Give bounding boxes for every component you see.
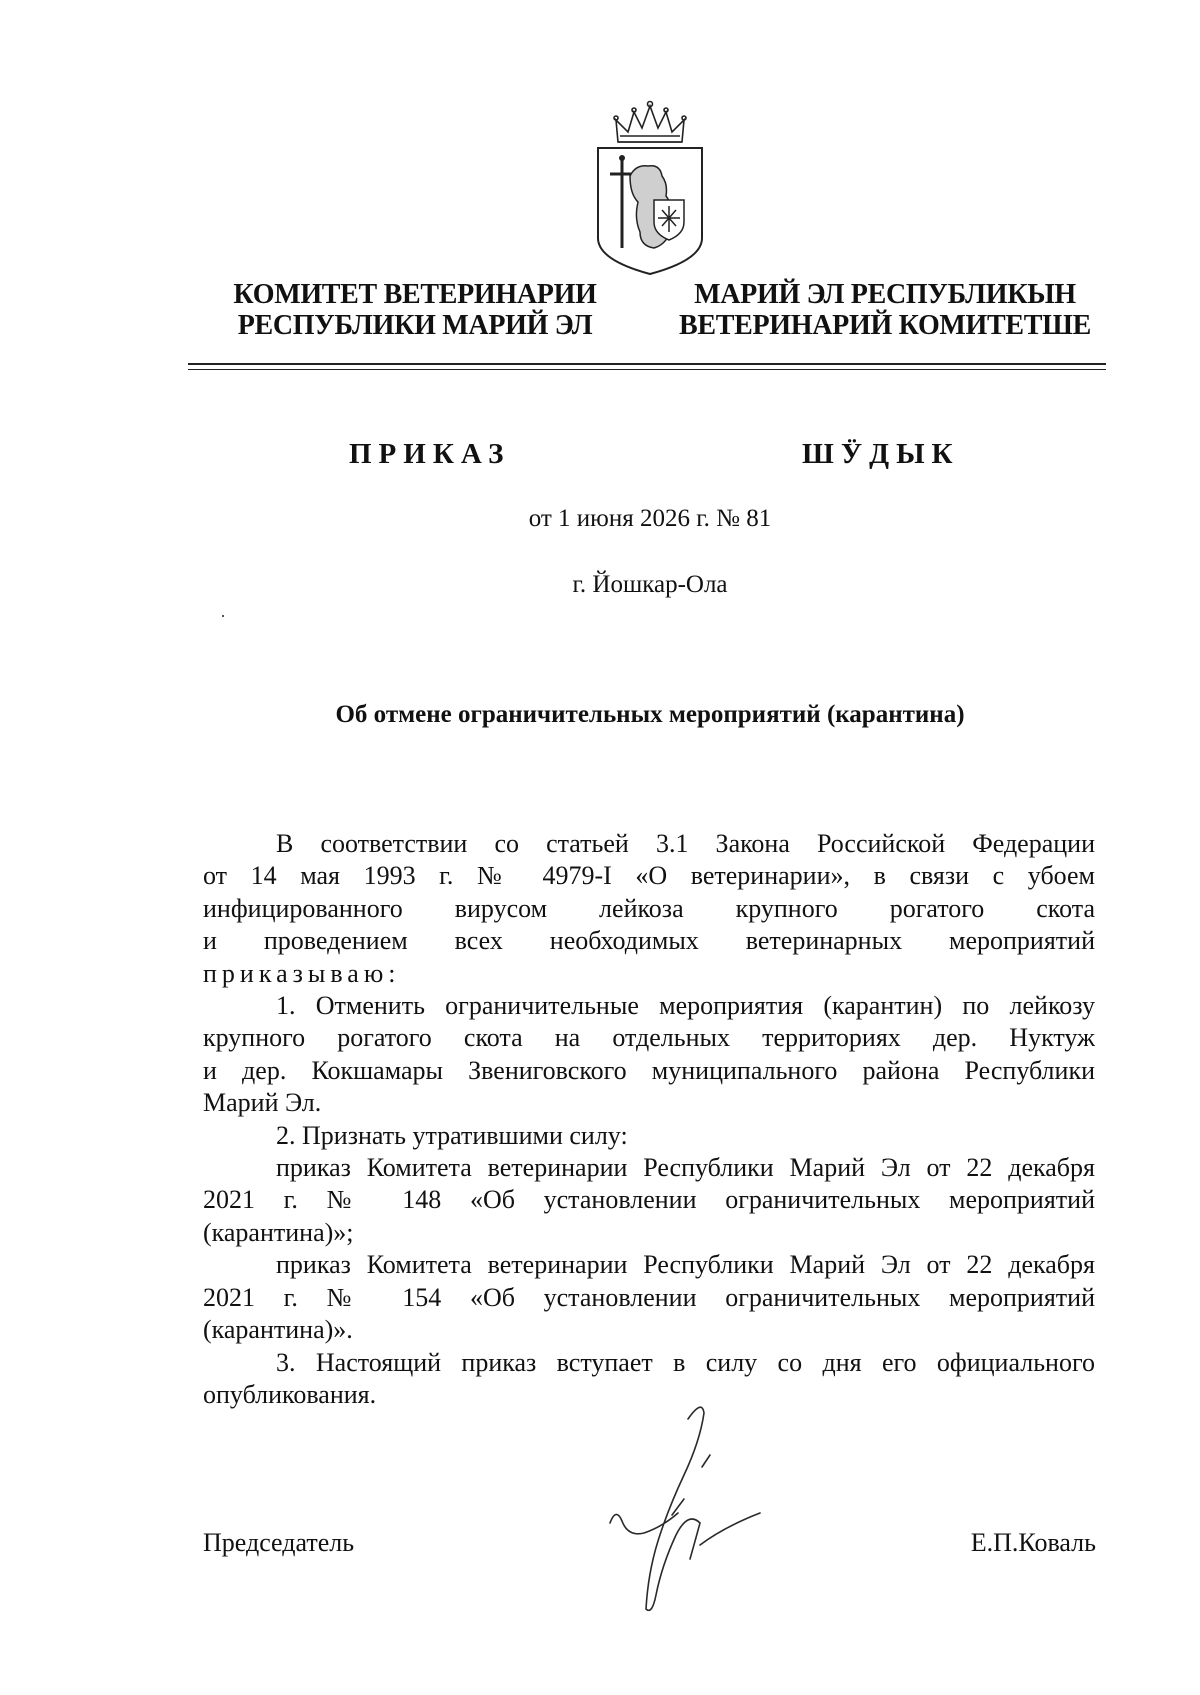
- org-left-line-2: РЕСПУБЛИКИ МАРИЙ ЭЛ: [237, 310, 593, 341]
- organization-name-russian: [205, 279, 625, 341]
- handwritten-signature: [592, 1395, 772, 1630]
- body-line: Марий Эл.: [203, 1088, 322, 1118]
- header-divider-thick: [188, 363, 1106, 365]
- signatory-name: Е.П.Коваль: [970, 1528, 1096, 1557]
- document-type-russian: ПРИКАЗ: [349, 438, 511, 470]
- document-body: [203, 828, 1095, 1411]
- body-line: и проведением всех необходимых ветеринарных мероприятий: [203, 926, 1095, 956]
- body-line: опубликования.: [203, 1379, 377, 1409]
- document-type-mari: ШӰДЫК: [802, 438, 960, 470]
- body-line: 3. Настоящий приказ вступает в силу со дня его официального: [276, 1347, 1095, 1377]
- document-date-number: от 1 июня 2026 г. № 81: [528, 505, 772, 532]
- signatory-role: Председатель: [203, 1528, 355, 1557]
- body-line: приказ Комитета ветеринарии Республики Марий Эл от 22 декабря: [276, 1153, 1095, 1183]
- org-right-line-1: МАРИЙ ЭЛ РЕСПУБЛИКЫН: [694, 279, 1076, 310]
- body-line: В соответствии со статьей 3.1 Закона Российской Федерации: [276, 829, 1095, 858]
- body-line: приказ Комитета ветеринарии Республики Марий Эл от 22 декабря: [276, 1250, 1095, 1280]
- organization-name-mari: [655, 279, 1115, 341]
- scan-speck: [222, 615, 224, 617]
- document-title: Об отмене ограничительных мероприятий (карантина): [335, 701, 965, 728]
- body-line: 1. Отменить ограничительные мероприятия (карантин) по лейкозу: [276, 991, 1095, 1021]
- org-left-line-1: КОМИТЕТ ВЕТЕРИНАРИИ: [233, 279, 597, 310]
- coat-of-arms-icon: [588, 98, 712, 276]
- header-divider-thin: [188, 369, 1106, 370]
- document-city: г. Йошкар-Ола: [572, 571, 728, 598]
- body-line: 2021 г. № 154 «Об установлении ограничительных мероприятий: [203, 1282, 1095, 1312]
- body-line: крупного рогатого скота на отдельных территориях дер. Нуктуж: [203, 1023, 1095, 1053]
- body-line: (карантина)».: [203, 1315, 353, 1345]
- body-line: инфицированного вирусом лейкоза крупного рогатого скота: [203, 893, 1095, 923]
- body-line: 2021 г. № 148 «Об установлении ограничительных мероприятий: [203, 1185, 1095, 1215]
- body-line: от 14 мая 1993 г. № 4979-I «О ветеринарии», в связи с убоем: [203, 861, 1095, 891]
- body-line: 2. Признать утратившими силу:: [276, 1120, 628, 1150]
- org-right-line-2: ВЕТЕРИНАРИЙ КОМИТЕТШЕ: [679, 310, 1091, 341]
- body-line-order-word: приказываю:: [203, 958, 401, 988]
- body-line: и дер. Кокшамары Звениговского муниципального района Республики: [203, 1055, 1095, 1085]
- body-line: (карантина)»;: [203, 1217, 354, 1247]
